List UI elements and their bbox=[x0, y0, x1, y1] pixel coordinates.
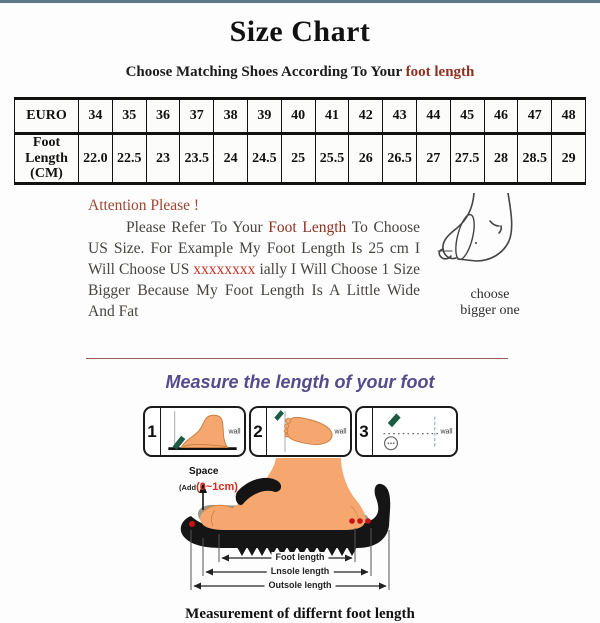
size-cell: 45 bbox=[450, 99, 484, 134]
size-cell: 38 bbox=[214, 99, 248, 134]
add-prefix: (Add bbox=[179, 483, 197, 493]
attention-body: To Choose US Size. For Example My Foot Length Is 25 cm I Will Choose US bbox=[88, 219, 421, 279]
size-cell: 47 bbox=[518, 99, 552, 134]
size-table bbox=[14, 97, 586, 185]
size-cell: 42 bbox=[349, 99, 383, 134]
foot-length-highlight: Foot Length bbox=[268, 219, 347, 237]
size-cell: 37 bbox=[180, 99, 214, 134]
length-cell: 23.5 bbox=[180, 134, 214, 184]
length-cell: 22.5 bbox=[112, 134, 146, 184]
wall-label: wall bbox=[334, 428, 347, 436]
ankle-foot-illustration bbox=[434, 193, 552, 285]
size-cell: 46 bbox=[484, 99, 518, 134]
add-range: (0~1cm) bbox=[196, 481, 238, 494]
length-cell: 27.5 bbox=[450, 134, 484, 184]
measure-step-3 bbox=[355, 406, 458, 457]
foot-length-header: Foot Length (CM) bbox=[15, 134, 79, 184]
length-cell: 28.5 bbox=[518, 134, 552, 184]
length-cell: 24 bbox=[214, 134, 248, 184]
euro-size-row bbox=[15, 99, 586, 134]
ankle-illustration-box bbox=[426, 195, 576, 322]
size-cell: 44 bbox=[416, 99, 450, 134]
insole-length-arrow-label: Lnsole length bbox=[267, 566, 334, 576]
foot-measure-diagram bbox=[145, 458, 455, 600]
choose-bigger-note: choose bigger one bbox=[460, 287, 520, 319]
length-cell: 22.0 bbox=[79, 134, 113, 184]
redacted-text: xxxxxxxx bbox=[193, 261, 256, 279]
measure-step-2 bbox=[249, 406, 352, 457]
attention-section bbox=[88, 195, 600, 322]
size-cell: 41 bbox=[315, 99, 349, 134]
attention-heading: Attention Please ! bbox=[88, 197, 200, 215]
length-cell: 29 bbox=[552, 134, 586, 184]
measure-step-1 bbox=[143, 406, 246, 457]
length-cell: 24.5 bbox=[247, 134, 281, 184]
foot-length-arrow-label: Foot length bbox=[272, 552, 329, 562]
length-cell: 26.5 bbox=[383, 134, 417, 184]
space-label: Space bbox=[189, 466, 219, 478]
subtitle-highlight: foot length bbox=[405, 64, 475, 80]
size-cell: 39 bbox=[247, 99, 281, 134]
step-number: 2 bbox=[251, 408, 267, 455]
section-divider bbox=[86, 358, 508, 359]
attention-body: Please Refer To Your bbox=[126, 219, 269, 237]
size-cell: 40 bbox=[281, 99, 315, 134]
length-cell: 27 bbox=[416, 134, 450, 184]
length-cell: 25.5 bbox=[315, 134, 349, 184]
subtitle-text: Choose Matching Shoes According To Your bbox=[125, 64, 406, 80]
size-cell: 36 bbox=[146, 99, 180, 134]
diagram-caption: Measurement of differnt foot length bbox=[185, 606, 415, 623]
size-cell: 34 bbox=[79, 99, 113, 134]
wall-label: wall bbox=[440, 428, 453, 436]
space-add-label bbox=[179, 477, 238, 495]
size-cell: 35 bbox=[112, 99, 146, 134]
attention-body: ially I Will Choose 1 Size Bigger Because My Foot Length Is A Little Wide And Fat bbox=[88, 261, 421, 321]
measure-heading: Measure the length of your foot bbox=[165, 372, 435, 393]
foot-length-row bbox=[15, 134, 586, 184]
length-cell: 25 bbox=[281, 134, 315, 184]
length-cell: 23 bbox=[146, 134, 180, 184]
step-number: 1 bbox=[145, 408, 161, 455]
wall-label: wall bbox=[228, 428, 241, 436]
attention-paragraph bbox=[88, 217, 420, 322]
subtitle bbox=[0, 64, 600, 81]
length-cell: 28 bbox=[484, 134, 518, 184]
euro-header: EURO bbox=[15, 99, 79, 134]
size-cell: 43 bbox=[383, 99, 417, 134]
outsole-length-arrow-label: Outsole length bbox=[265, 580, 336, 590]
measure-steps bbox=[0, 406, 600, 457]
step-number: 3 bbox=[357, 408, 373, 455]
size-cell: 48 bbox=[552, 99, 586, 134]
page-title: Size Chart bbox=[229, 15, 371, 48]
top-border-bar bbox=[0, 0, 600, 3]
attention-text bbox=[88, 195, 420, 322]
length-cell: 26 bbox=[349, 134, 383, 184]
